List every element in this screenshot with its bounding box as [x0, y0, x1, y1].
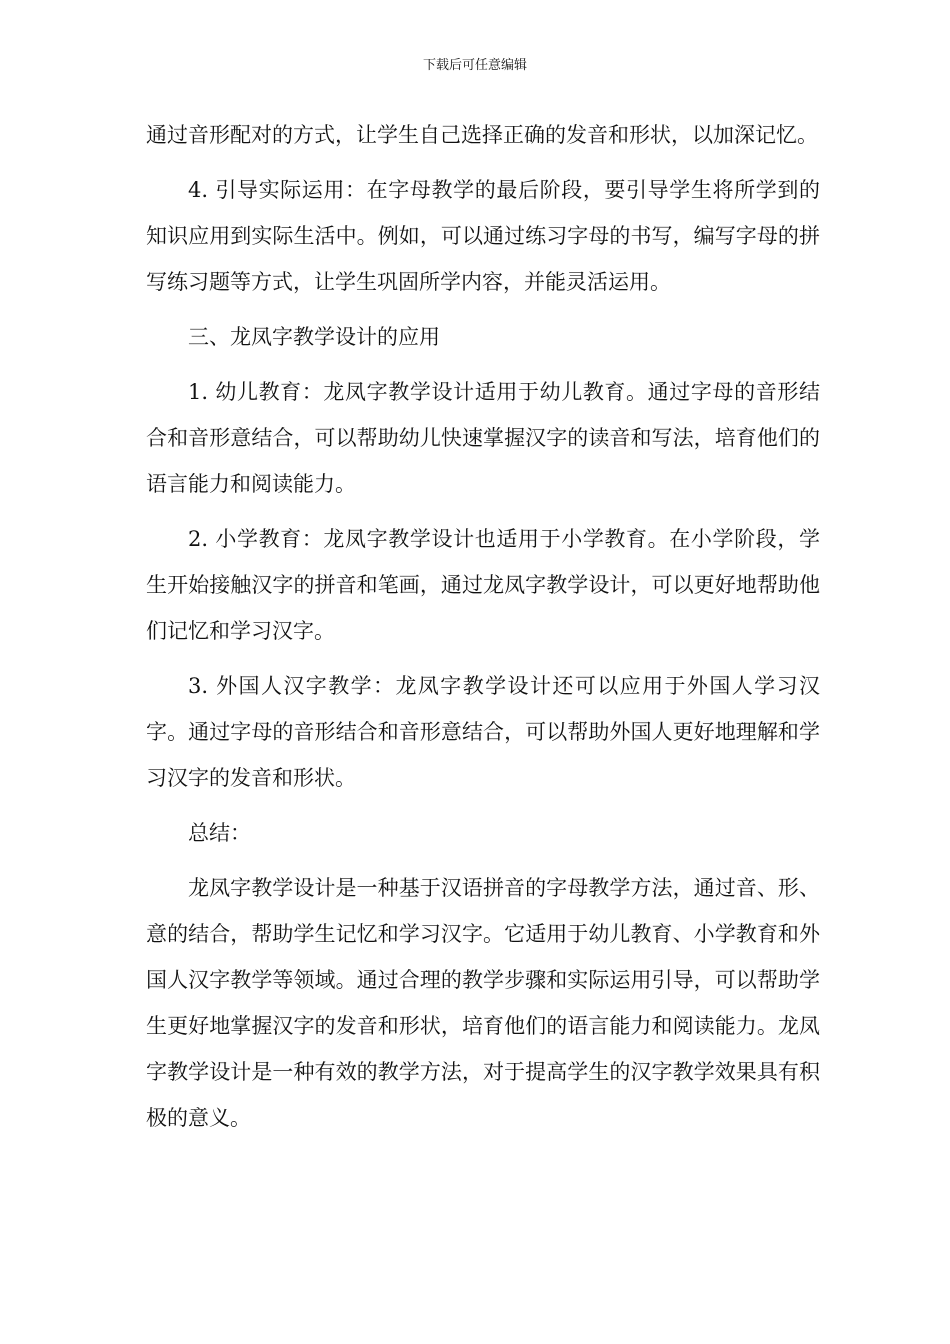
paragraph-item-1: 1. 幼儿教育：龙凤字教学设计适用于幼儿教育。通过字母的音形结合和音形意结合，可以帮助幼儿快速掌握汉字的读音和写法，培育他们的语言能力和阅读能力。 [146, 380, 820, 496]
paragraph-item-3: 3. 外国人汉字教学：龙凤字教学设计还可以应用于外国人学习汉字。通过字母的音形结合和音形意结合，可以帮助外国人更好地理解和学习汉字的发音和形状。 [146, 674, 820, 790]
paragraph-item-2: 2. 小学教育：龙凤字教学设计也适用于小学教育。在小学阶段，学生开始接触汉字的拼音和笔画，通过龙凤字教学设计，可以更好地帮助他们记忆和学习汉字。 [146, 527, 820, 643]
page-header: 下载后可任意编辑 [422, 58, 527, 73]
paragraph-continuation: 通过音形配对的方式，让学生自己选择正确的发音和形状，以加深记忆。 [146, 123, 818, 147]
summary-paragraph: 龙凤字教学设计是一种基于汉语拼音的字母教学方法，通过音、形、意的结合，帮助学生记忆和学习汉字。它适用于幼儿教育、小学教育和外国人汉字教学等领域。通过合理的教学步骤和实际运用引导，可以帮助学生更好地掌握汉字的发音和形状，培育他们的语言能力和阅读能力。龙凤字教学设计是一种有效的教学方法，对于提高学生的汉字教学效果具有积极的意义。 [146, 876, 820, 1130]
document-body [146, 112, 820, 1150]
summary-heading: 总结： [188, 821, 251, 845]
paragraph-item-4: 4. 引导实际运用：在字母教学的最后阶段，要引导学生将所学到的知识应用到实际生活中。例如，可以通过练习字母的书写，编写字母的拼写练习题等方式，让学生巩固所学内容，并能灵活运用。 [146, 178, 820, 294]
section-heading-3: 三、龙凤字教学设计的应用 [188, 325, 440, 349]
